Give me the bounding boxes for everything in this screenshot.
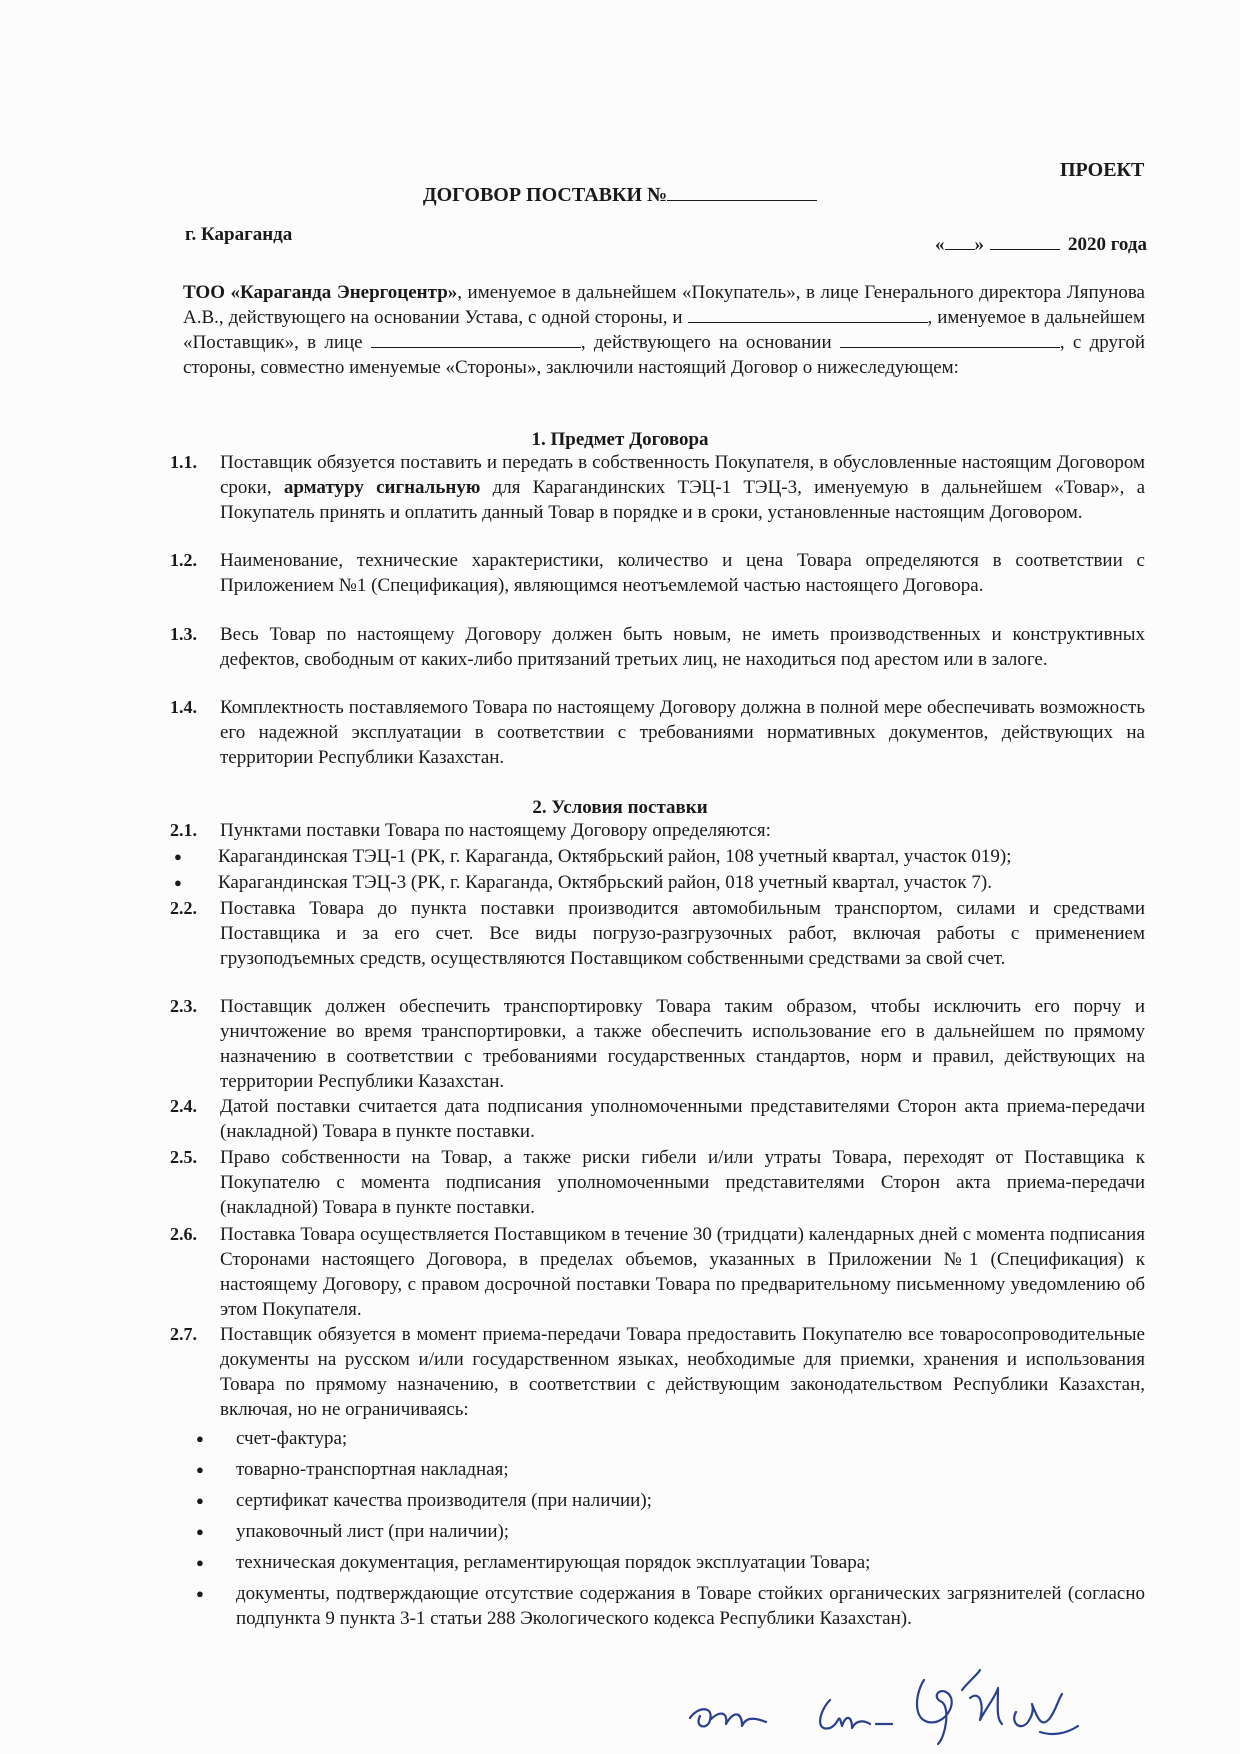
section-1-heading: 1. Предмет Договора [531,429,709,450]
document-item [190,1581,1145,1631]
bullet-icon: ● [196,1462,204,1477]
clause-2-6 [170,1222,1145,1322]
clause-number: 1.1. [170,452,197,472]
clause-number: 1.3. [170,624,197,644]
signature-mark-4 [1014,1694,1078,1734]
contract-number-blank [667,182,817,201]
clause-text: Поставщик обязуется в момент приема-передачи Товара предоставить Покупателю все товаросопроводительные документы на русском и/или государственном языках, необходимые для приемки, хранения и использования Товара по прямому назначению, в соответствии с действующим законодательством Республики Казахстан, включая, но не ограничиваясь: [220,1324,1145,1420]
clause-2-3 [170,994,1145,1094]
clause-text-part: Поставщик обязуется поставить и передать в собственность Покупателя, в обусловленные настоящим Договором сроки, [220,452,1145,498]
clause-text: Весь Товар по настоящему Договору должен быть новым, не иметь производственных и конструктивных дефектов, свободным от каких-либо притязаний третьих лиц, не находиться под арестом или в залоге. [220,624,1145,670]
delivery-point-text: Карагандинская ТЭЦ-3 (РК, г. Караганда, Октябрьский район, 018 учетный квартал, участок 7). [218,872,992,893]
buyer-name: ТОО «Караганда Энергоцентр» [183,282,458,303]
bullet-icon: ● [196,1493,204,1508]
signature-mark-2 [820,1700,892,1728]
clause-number: 2.6. [170,1224,197,1244]
clause-text: Поставщик должен обеспечить транспортировку Товара таким образом, чтобы исключить его порчу и уничтожение во время транспортировки, а также обеспечить использование его в дальнейшем по прямому назначению в соответствии с требованиями государственных стандартов, норм и правил, действующих на территории Республики Казахстан. [220,996,1145,1092]
signature-mark-3 [917,1670,1002,1744]
basis-blank [840,331,1060,348]
clause-text: Комплектность поставляемого Товара по настоящему Договору должна в полной мере обеспечивать возможность его надежной эксплуатации в соответствии с требованиями нормативных документов, действующих на территории Республики Казахстан. [220,697,1145,768]
clause-2-5 [170,1145,1145,1220]
bullet-icon: ● [196,1431,204,1446]
clause-2-4 [170,1094,1145,1144]
preamble [183,280,1145,380]
document-item [190,1457,1145,1482]
title-text: ДОГОВОР ПОСТАВКИ № [422,184,668,206]
clause-2-1 [170,818,1145,843]
clause-text: Поставка Товара до пункта поставки производится автомобильным транспортом, силами и средствами Поставщика и за его счет. Все виды погрузо-разгрузочных работ, включая работы с применением грузоподъемных средств, осуществляются Поставщиком собственными средствами за свой счет. [220,898,1145,969]
document-item-text: счет-фактура; [236,1428,348,1449]
documents-list [190,1426,1145,1637]
month-blank [990,233,1060,250]
document-item [190,1550,1145,1575]
document-item-text: техническая документация, регламентирующая порядок эксплуатации Товара; [236,1552,871,1573]
clause-text [220,450,1145,525]
draft-label: ПРОЕКТ [1060,159,1145,181]
day-blank [945,233,975,250]
bullet-icon: ● [174,849,182,864]
clause-text: Пунктами поставки Товара по настоящему Договору определяются: [220,820,771,841]
handwritten-signatures [680,1640,1200,1750]
signature-mark-1 [690,1709,766,1726]
preamble-text-3: , [580,332,586,353]
date-quote-close: » [974,234,985,255]
bullet-icon: ● [196,1586,204,1601]
document-item [190,1519,1145,1544]
clause-number: 2.2. [170,898,197,918]
clause-1-1 [170,450,1145,525]
clause-1-4 [170,695,1145,770]
document-item [190,1426,1145,1451]
clause-number: 2.1. [170,820,197,840]
document-item-text: товарно-транспортная накладная; [236,1459,509,1480]
clause-1-3 [170,622,1145,672]
delivery-point-text: Карагандинская ТЭЦ-1 (РК, г. Караганда, Октябрьский район, 108 учетный квартал, участок 019); [218,846,1012,867]
supplier-name-blank [688,306,928,323]
clause-number: 2.7. [170,1324,197,1344]
bullet-icon: ● [196,1524,204,1539]
preamble-text-2: , именуемое в дальнейшем «Поставщик», в лице [183,307,1145,353]
clause-number: 1.4. [170,697,197,717]
clause-2-2 [170,896,1145,971]
goods-name: арматуру сигнальную [283,477,481,498]
preamble-text-4: действующего на основании [593,332,832,353]
clause-2-7 [170,1322,1145,1422]
bullet-icon: ● [196,1555,204,1570]
city: г. Караганда [185,224,293,245]
delivery-point-item [170,844,1145,869]
clause-number: 1.2. [170,550,197,570]
date-year: 2020 года [1068,234,1147,255]
clause-text-part: для Карагандинских ТЭЦ-1 ТЭЦ-3, именуемую в дальнейшем «Товар», а Покупатель принять и оплатить данный Товар в порядке и в сроки, установленные настоящим Договором. [220,477,1146,523]
section-2-heading: 2. Условия поставки [532,797,708,818]
delivery-point-item [170,870,1145,895]
preamble-text-1: , именуемое в дальнейшем «Покупатель», в лице Генерального директора Ляпунова А.В., действующего на основании Устава, с одной стороны, и [183,282,1145,328]
clause-number: 2.4. [170,1096,197,1116]
clause-number: 2.3. [170,996,197,1016]
date-quote-open: « [935,234,945,255]
clause-text: Наименование, технические характеристики, количество и цена Товара определяются в соответствии с Приложением №1 (Спецификация), являющимся неотъемлемой частью настоящего Договора. [220,550,1145,596]
document-item [190,1488,1145,1513]
bullet-icon: ● [174,875,182,890]
clause-number: 2.5. [170,1147,197,1167]
clause-text: Право собственности на Товар, а также риски гибели и/или утраты Товара, переходят от Поставщика к Покупателю с момента подписания уполномоченными представителями Сторон акта приема-передачи (накладной) Товара в пункте поставки. [220,1147,1145,1218]
clause-1-2 [170,548,1145,598]
representative-blank [371,331,581,348]
document-title [0,182,1240,208]
document-item-text: упаковочный лист (при наличии); [236,1521,510,1542]
document-item-text: сертификат качества производителя (при наличии); [236,1490,652,1511]
clause-text: Поставка Товара осуществляется Поставщиком в течение 30 (тридцати) календарных дней с момента подписания Сторонами настоящего Договора, в пределах объемов, указанных в Приложении №1 (Спецификация) к настоящему Договору, с правом досрочной поставки Товара по предварительному письменному уведомлению об этом Покупателя. [220,1224,1145,1320]
contract-date [935,232,1147,257]
document-item-text: документы, подтверждающие отсутствие содержания в Товаре стойких органических загрязнителей (согласно подпункта 9 пункта 3-1 статьи 288 Экологического кодекса Республики Казахстан). [236,1583,1145,1629]
preamble-text-5: , с другой стороны, совместно именуемые «Стороны», заключили настоящий Договор о нижеследующем: [183,332,1146,378]
clause-text: Датой поставки считается дата подписания уполномоченными представителями Сторон акта приема-передачи (накладной) Товара в пункте поставки. [220,1096,1145,1142]
